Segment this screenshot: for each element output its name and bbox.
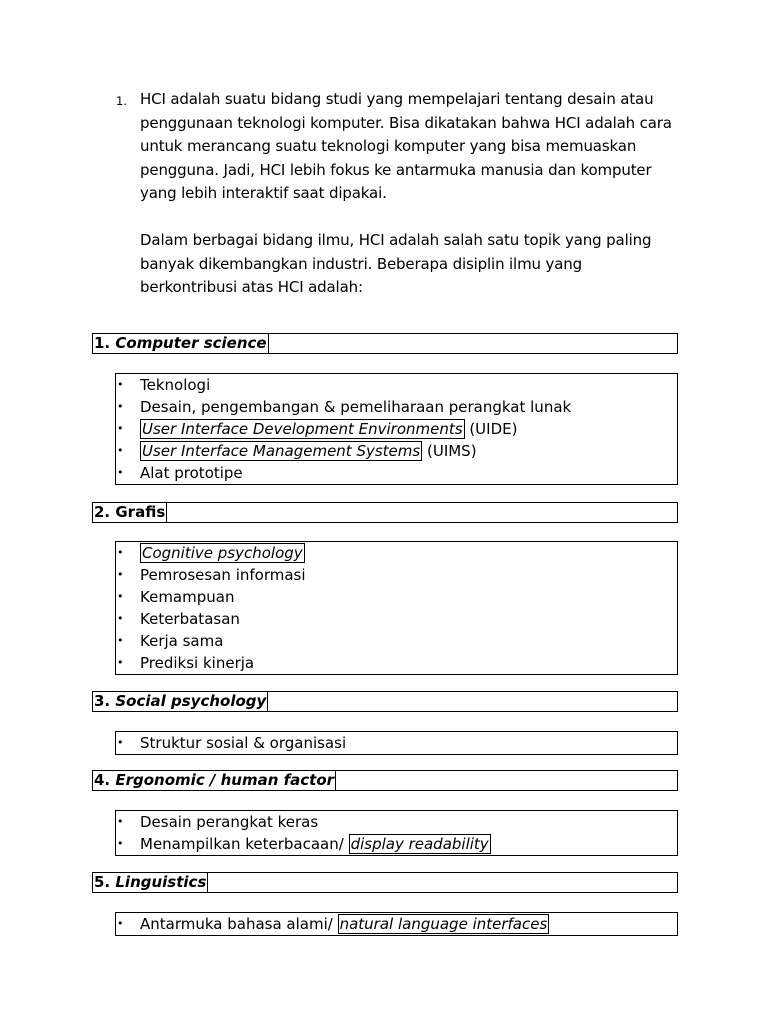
intro-paragraph-1: HCI adalah suatu bidang studi yang mempelajari tentang desain atau penggunaan teknologi komputer. Bisa dikatakan bahwa HCI adalah cara untuk merancang suatu teknologi komputer yang bisa memuaskan pengguna. Jadi, HCI lebih fokus ke antarmuka manusia dan komputer yang lebih interaktif saat dipakai. (140, 90, 672, 202)
list-item (116, 396, 677, 418)
list-item (116, 586, 677, 608)
list-item-text: Desain perangkat keras (140, 813, 319, 831)
list-computer-science (115, 373, 678, 485)
list-item (116, 374, 677, 396)
section-title: Computer science (115, 334, 267, 352)
bullet-icon: • (117, 444, 124, 457)
section-heading-label (93, 503, 167, 522)
list-item (116, 564, 677, 586)
list-item-text (140, 913, 549, 935)
list-item (116, 630, 677, 652)
section-number: 3. (94, 692, 111, 710)
bullet-icon: • (117, 917, 124, 930)
section-title: Linguistics (115, 873, 207, 891)
term-suffix: (UIDE) (464, 420, 518, 438)
list-social-psychology (115, 731, 678, 755)
term-prefix: Antarmuka bahasa alami/ (140, 915, 338, 933)
italic-term: display readability (350, 835, 489, 853)
list-item-text (140, 418, 517, 440)
intro-paragraph-2: Dalam berbagai bidang ilmu, HCI adalah salah satu topik yang paling banyak dikembangkan industri. Beberapa disiplin ilmu yang berkontribusi atas HCI adalah: (140, 231, 652, 296)
section-heading-social-psychology (92, 691, 678, 712)
italic-term: natural language interfaces (339, 915, 548, 933)
italic-term: User Interface Development Environments (142, 420, 463, 438)
list-item (116, 811, 677, 833)
bullet-icon: • (117, 634, 124, 647)
bullet-icon: • (117, 656, 124, 669)
list-grafis (115, 541, 678, 675)
section-heading-computer-science (92, 333, 678, 354)
section-heading-label (93, 334, 269, 353)
list-item (116, 462, 677, 484)
list-item (116, 652, 677, 674)
list-ergonomic (115, 810, 678, 856)
list-item-text (140, 440, 477, 462)
list-item-text (140, 542, 305, 564)
list-item (116, 440, 677, 462)
list-item-text: Kemampuan (140, 588, 235, 606)
bullet-icon: • (117, 466, 124, 479)
list-item-text: Pemrosesan informasi (140, 566, 306, 584)
section-title: Grafis (115, 503, 166, 521)
list-item-text: Alat prototipe (140, 464, 243, 482)
bullet-icon: • (117, 612, 124, 625)
list-item (116, 542, 677, 564)
italic-term: Cognitive psychology (142, 544, 303, 562)
section-title: Social psychology (115, 692, 267, 710)
bullet-icon: • (117, 590, 124, 603)
bullet-icon: • (117, 422, 124, 435)
section-heading-grafis (92, 502, 678, 523)
term-prefix: Menampilkan keterbacaan/ (140, 835, 349, 853)
section-title: Ergonomic / human factor (115, 771, 335, 789)
bullet-icon: • (117, 837, 124, 850)
section-heading-label (93, 692, 268, 711)
list-item-text: Keterbatasan (140, 610, 240, 628)
list-item-text: Desain, pengembangan & pemeliharaan perangkat lunak (140, 398, 572, 416)
list-item (116, 418, 677, 440)
section-number: 4. (94, 771, 111, 789)
bullet-icon: • (117, 378, 124, 391)
bullet-icon: • (117, 568, 124, 581)
section-heading-label (93, 873, 208, 892)
list-item (116, 732, 677, 754)
term-suffix: (UIMS) (422, 442, 477, 460)
list-item-text: Teknologi (140, 376, 211, 394)
bullet-icon: • (117, 400, 124, 413)
list-item-text: Kerja sama (140, 632, 224, 650)
bullet-icon: • (117, 815, 124, 828)
list-item-text: Struktur sosial & organisasi (140, 734, 347, 752)
list-item (116, 608, 677, 630)
list-linguistics (115, 912, 678, 936)
section-heading-ergonomic (92, 770, 678, 791)
intro-list-number: 1. (116, 94, 127, 108)
section-heading-linguistics (92, 872, 678, 893)
bullet-icon: • (117, 736, 124, 749)
list-item (116, 913, 677, 935)
italic-term: User Interface Management Systems (142, 442, 421, 460)
section-number: 2. (94, 503, 111, 521)
section-number: 5. (94, 873, 111, 891)
list-item-text (140, 833, 491, 855)
bullet-icon: • (117, 546, 124, 559)
list-item-text: Prediksi kinerja (140, 654, 255, 672)
section-number: 1. (94, 334, 111, 352)
list-item (116, 833, 677, 855)
section-heading-label (93, 771, 336, 790)
